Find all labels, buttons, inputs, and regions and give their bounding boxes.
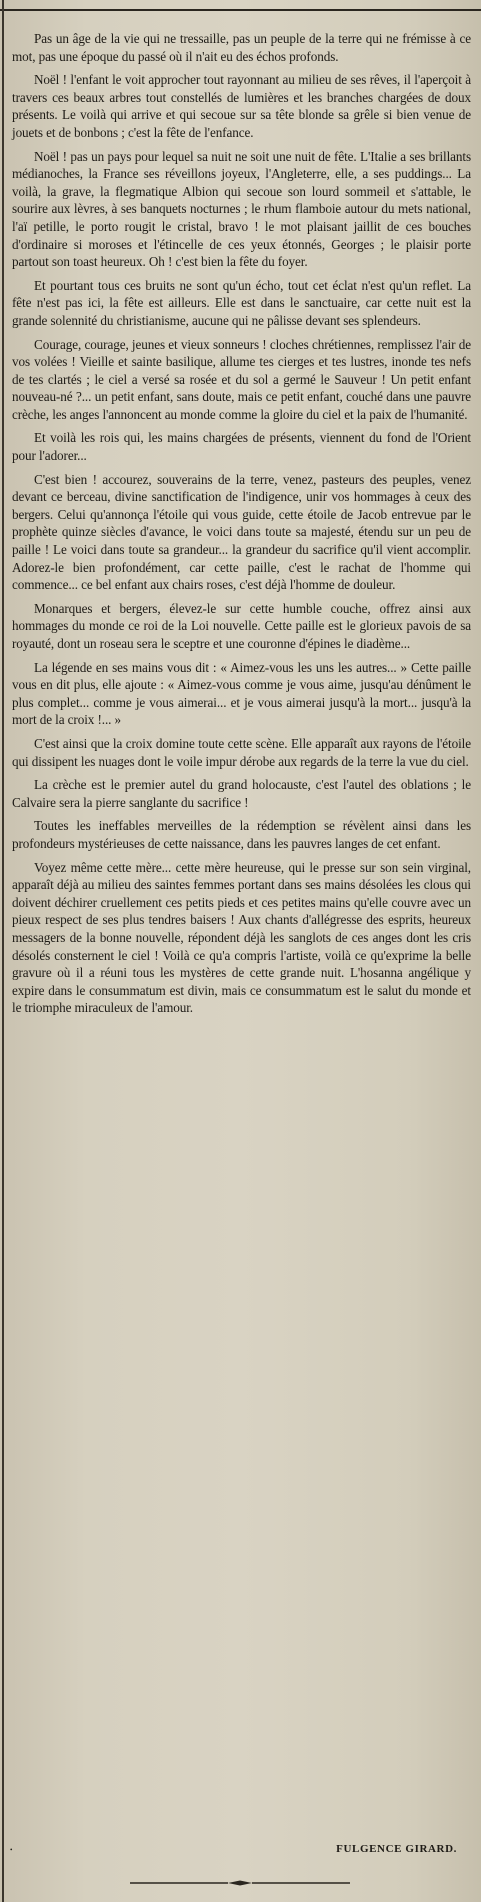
paragraph: Pas un âge de la vie qui ne tressaille, pas un peuple de la terre qui ne frémisse à ce mot, pas une époque du passé où il n'ait eu des échos profonds.: [12, 31, 471, 64]
article-body: [12, 30, 471, 1023]
paragraph: Noël ! pas un pays pour lequel sa nuit ne soit une nuit de fête. L'Italie a ses brillants médianoches, la France ses réveillons joyeux, l'Angleterre, elle, a ses puddings... La voilà, la grave, la flegmatique Albion qui secoue son lourd sommeil et s'attable, le sourire aux lèvres, à ses banquets nocturnes ; le rhum flamboie autour du mets national, l'aï petille, le porto rougit le cristal, bravo ! le mot plaisant jaillit de ces bouches d'ordinaire si moroses et l'étincelle de ces yeux étonnés, Georges ; le plaisir porte partout son toast heureux. Oh ! c'est bien la fête du foyer.: [12, 148, 471, 270]
paragraph: Toutes les ineffables merveilles de la rédemption se révèlent ainsi dans les profondeurs mystérieuses de cette naissance, dans les pauvres langes de cet enfant.: [12, 818, 471, 851]
author-signature: FULGENCE GIRARD.: [336, 1843, 457, 1855]
paragraph: Noël ! l'enfant le voit approcher tout rayonnant au milieu de ses rêves, il l'aperçoit à travers ces beaux arbres tout constellés de lumières et les branches chargées de doux présents. Le voilà qui arrive et qui secoue sur sa tête blonde sa grêle si bien venue de jouets et de bonbons ; c'est la fête de l'enfance.: [12, 72, 471, 140]
paragraph: C'est ainsi que la croix domine toute cette scène. Elle apparaît aux rayons de l'étoile qui dissipent les nuages dont le voile impur dérobe aux regards de la terre la vue du ciel.: [12, 735, 471, 769]
bullet-mark: •: [10, 1846, 13, 1854]
paragraph: C'est bien ! accourez, souverains de la terre, venez, pasteurs des peuples, venez devant ce berceau, divine sanctification de l'indigence, unir vos hommages à ceux des bergers. Celui qu'annonça l'étoile qui vous guide, cette étoile de Jacob entrevue par le prophète quinze siècles d'avance, le voici dans toute sa majesté, étendu sur un peu de paille ! Le voici dans toute sa grandeur... la grandeur du sacrifice qu'il vient accomplir. Adorez-le bien profondément, car cette paille, c'est le rachat de l'homme qui commence... ce bel enfant aux chairs roses, c'est déjà l'homme de douleur.: [12, 471, 471, 593]
paragraph: Monarques et bergers, élevez-le sur cette humble couche, offrez ainsi aux hommages du monde ce roi de la Loi nouvelle. Cette paille est le glorieux pavois de sa royauté, dont un roseau sera le sceptre et une couronne d'épines le diadème...: [12, 600, 471, 651]
paragraph: La crèche est le premier autel du grand holocauste, c'est l'autel des oblations ; le Calvaire sera la pierre sanglante du sacrifice !: [12, 777, 471, 810]
paragraph: Et voilà les rois qui, les mains chargées de présents, viennent du fond de l'Orient pour l'adorer...: [12, 430, 471, 464]
top-rule: [0, 9, 481, 11]
column-rule: [2, 0, 4, 1902]
paragraph: Et pourtant tous ces bruits ne sont qu'un écho, tout cet éclat n'est qu'un reflet. La fête n'est pas ici, la fête est ailleurs. Elle est dans le sanctuaire, car cette nuit est la grande solennité du christianisme, aucune qui ne pâlisse devant ses splendeurs.: [12, 277, 471, 328]
paragraph: Voyez même cette mère... cette mère heureuse, qui le presse sur son sein virginal, apparaît déjà au milieu des saintes femmes portant dans ses mains désolées les clous qui doivent déchirer cruellement ces petits pieds et ces petites mains qu'elle couvre avec un pieux respect de ses plus tendres baisers ! Aux chants d'allégresse des esprits, heureux messagers de la bonne nouvelle, répondent déjà les sanglots de ces anges dont les cris désolés consternent le ciel ! Voilà ce qu'a compris l'artiste, voilà ce qu'exprime la belle gravure où il a réuni tous les mystères de cette grande nuit. L'hosanna angélique y expire dans le consummatum est divin, mais ce consummatum est le salut du monde et le triomphe miraculeux de l'amour.: [12, 859, 471, 1016]
paragraph: Courage, courage, jeunes et vieux sonneurs ! cloches chrétiennes, remplissez l'air de vos volées ! Vieille et sainte basilique, allume tes cierges et tes lustres, inonde tes nefs de tes clartés ; le ciel a versé sa rosée et du sol a germé le Sauveur ! Un petit enfant nouveau-né ?... un petit enfant, sans doute, mais ce petit enfant, couché dans une pauvre crèche, les anges l'annoncent au monde comme la gloire du ciel et la paix de l'humanité.: [12, 336, 471, 422]
closing-ornament: [130, 1880, 350, 1886]
paragraph: La légende en ses mains vous dit : « Aimez-vous les uns les autres... » Cette paille vous en dit plus, elle ajoute : « Aimez-vous comme je vous aime, jusqu'au dénûment le plus complet... comme je vous aimerai... et je vous aimerai jusqu'à la mort... jusqu'à la mort de la croix !... »: [12, 659, 471, 728]
